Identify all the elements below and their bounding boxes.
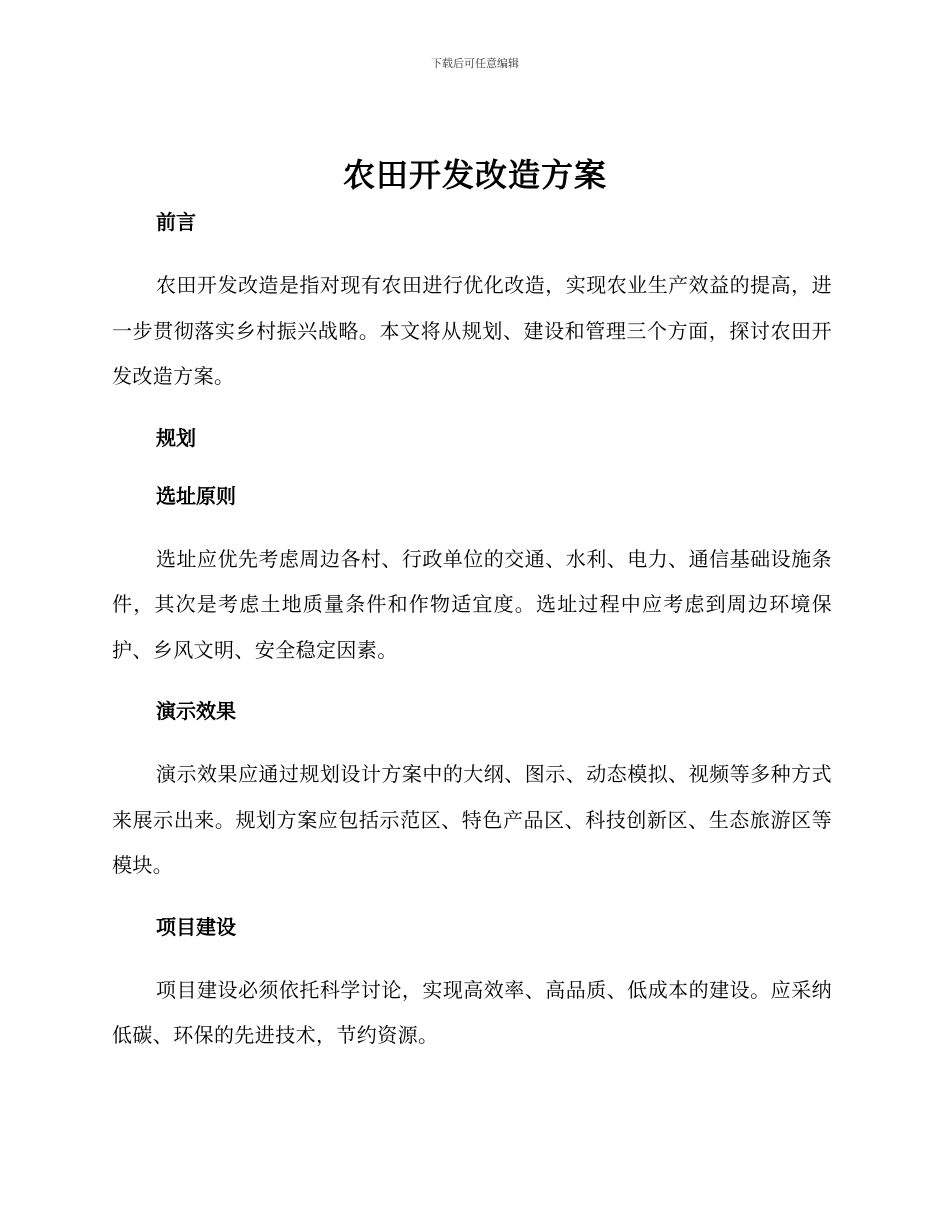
- section-paragraph-construction: 项目建设必须依托科学讨论，实现高效率、高品质、低成本的建设。应采纳低碳、环保的先进技术，节约资源。: [112, 977, 832, 1047]
- section-paragraph-site-selection: 选址应优先考虑周边各村、行政单位的交通、水利、电力、通信基础设施条件，其次是考虑土地质量条件和作物适宜度。选址过程中应考虑到周边环境保护、乡风文明、安全稳定因素。: [112, 546, 832, 662]
- section-heading-site-selection: 选址原则: [156, 483, 236, 508]
- section-paragraph-preface: 农田开发改造是指对现有农田进行优化改造，实现农业生产效益的提高，进一步贯彻落实乡村振兴战略。本文将从规划、建设和管理三个方面，探讨农田开发改造方案。: [112, 273, 832, 388]
- section-heading-preface: 前言: [156, 210, 196, 234]
- section-heading-construction: 项目建设: [156, 914, 236, 939]
- section-heading-planning: 规划: [156, 425, 196, 450]
- section-paragraph-demonstration: 演示效果应通过规划设计方案中的大纲、图示、动态模拟、视频等多种方式来展示出来。规划方案应包括示范区、特色产品区、科技创新区、生态旅游区等模块。: [112, 762, 832, 877]
- document-title: 农田开发改造方案: [342, 156, 607, 194]
- document-body: [112, 205, 832, 1059]
- section-heading-demonstration: 演示效果: [156, 699, 236, 723]
- header-note: 下载后可任意编辑: [431, 57, 519, 70]
